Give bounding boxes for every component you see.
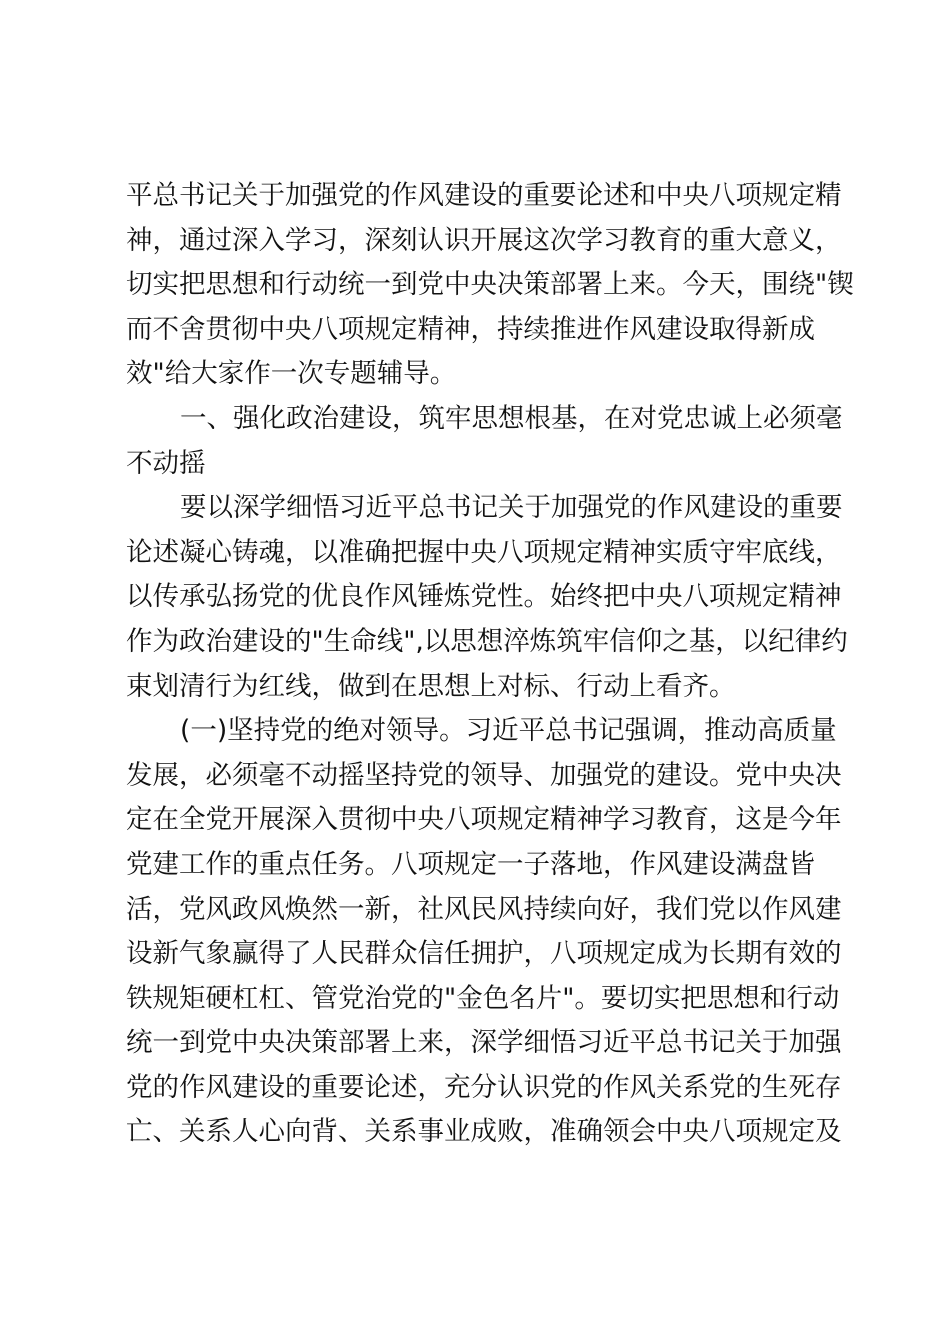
paragraph-line: 党建工作的重点任务。八项规定一子落地，作风建设满盘皆 [126,848,815,880]
paragraph-line: 切实把思想和行动统一到党中央决策部署上来。今天，围绕"锲 [126,269,854,301]
paragraph-line: 铁规矩硬杠杠、管党治党的"金色名片"。要切实把思想和行动 [126,982,840,1014]
paragraph-line: 神，通过深入学习，深刻认识开展这次学习教育的重大意义， [126,224,842,256]
paragraph-line: 活，党风政风焕然一新，社风民风持续向好，我们党以作风建 [126,893,842,925]
paragraph-line: 平总书记关于加强党的作风建设的重要论述和中央八项规定精 [126,180,842,211]
paragraph-line: 亡、关系人心向背、关系事业成败，准确领会中央八项规定及 [126,1116,842,1148]
paragraph-line: 束划清行为红线，做到在思想上对标、行动上看齐。 [126,670,736,702]
paragraph-line: 效"给大家作一次专题辅导。 [126,358,457,390]
paragraph-line: 而不舍贯彻中央八项规定精神，持续推进作风建设取得新成 [126,313,815,345]
section-heading-line: 一、强化政治建设，筑牢思想根基，在对党忠诚上必须毫 [180,402,843,434]
paragraph-line: 统一到党中央决策部署上来，深学细悟习近平总书记关于加强 [126,1027,842,1059]
section-heading-line: 不动摇 [126,447,206,479]
paragraph-line: 以传承弘扬党的优良作风锤炼党性。始终把中央八项规定精神 [126,581,842,613]
paragraph-line: 发展，必须毫不动摇坚持党的领导、加强党的建设。党中央决 [126,759,842,791]
paragraph-line: 党的作风建设的重要论述，充分认识党的作风关系党的生死存 [126,1071,842,1103]
subsection-line: (一)坚持党的绝对领导。习近平总书记强调，推动高质量 [180,715,837,747]
paragraph-line: 要以深学细悟习近平总书记关于加强党的作风建设的重要 [180,492,843,524]
paragraph-line: 论述凝心铸魂，以准确把握中央八项规定精神实质守牢底线， [126,536,842,568]
paragraph-line: 设新气象赢得了人民群众信任拥护，八项规定成为长期有效的 [126,938,842,970]
paragraph-line: 定在全党开展深入贯彻中央八项规定精神学习教育，这是今年 [126,804,842,836]
document-body [126,174,854,1155]
paragraph-line: 作为政治建设的"生命线",以思想淬炼筑牢信仰之基，以纪律约 [126,625,848,657]
